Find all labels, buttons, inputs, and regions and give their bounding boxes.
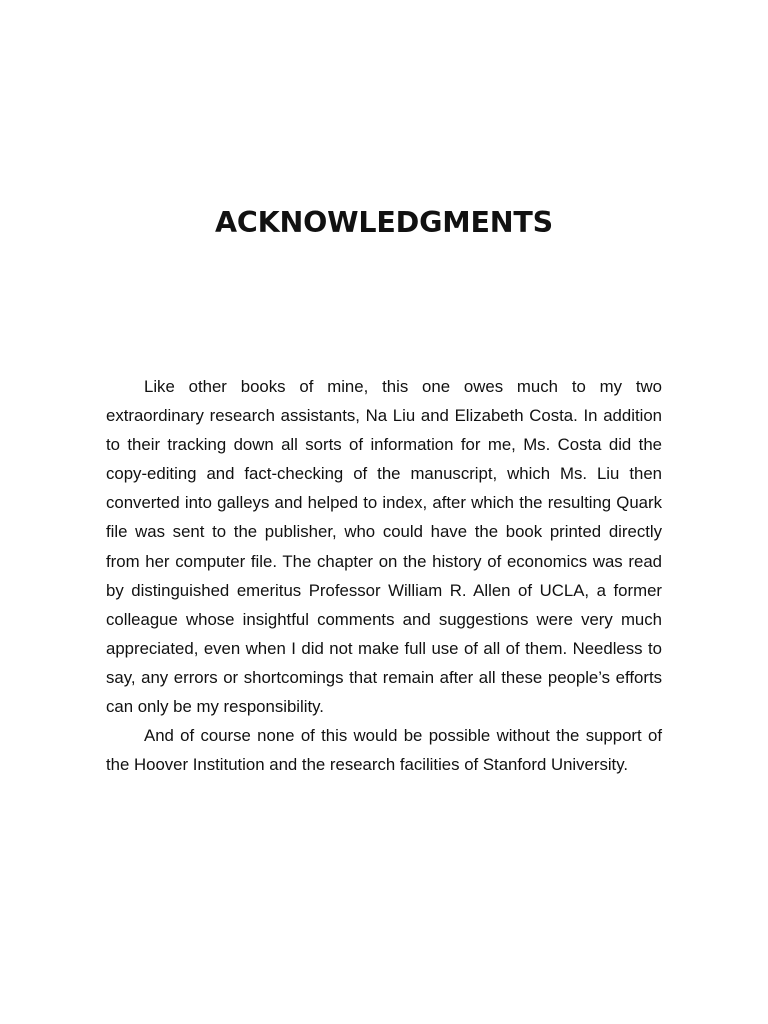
acknowledgments-body [106,372,662,779]
paragraph-1: Like other books of mine, this one owes much to my two extraordinary research assistants, Na Liu and Elizabeth Costa. In addition to their tracking down all sorts of information for me, Ms. Costa did the copy-editing and fact-checking of the manuscript, which Ms. Liu then converted into galleys and helped to index, after which the resulting Quark file was sent to the publisher, who could have the book printed directly from her computer file. The chapter on the history of economics was read by distinguished emeritus Professor William R. Allen of UCLA, a former colleague whose insightful comments and suggestions were very much appreciated, even when I did not make full use of all of them. Needless to say, any errors or shortcomings that remain after all these people’s efforts can only be my responsibility. [106,377,662,717]
paragraph-2: And of course none of this would be possible without the support of the Hoover Institution and the research facilities of Stanford University. [106,726,662,775]
page-title: ACKNOWLEDGMENTS [215,206,553,239]
